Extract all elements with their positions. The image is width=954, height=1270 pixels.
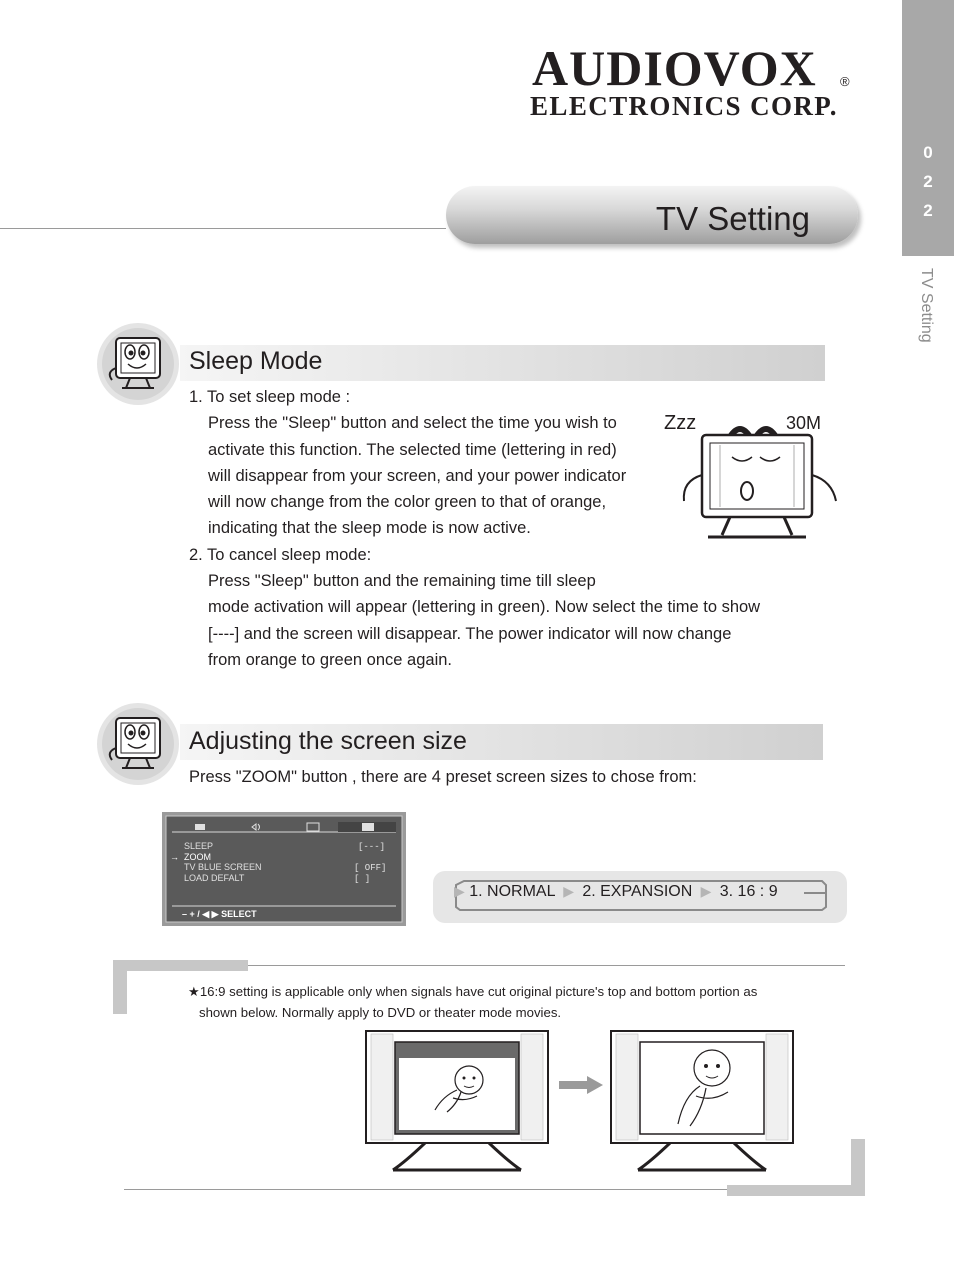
brand-logo [532,40,862,96]
sleep-timer-label: 30M [786,413,822,433]
osd-value: [ ] [354,874,371,884]
footer-divider [124,1189,728,1190]
text-line: 1. To set sleep mode : [189,388,351,406]
osd-item: LOAD DEFALT [184,873,245,883]
brand-logo-subtitle: ELECTRONICS CORP. [530,91,838,121]
arrow-right-icon: ▶ [696,883,716,899]
osd-value: [ OFF] [354,863,387,873]
arrow-right-icon: ▶ [454,883,465,899]
note-line: 16:9 setting is applicable only when signals have cut original picture's top and bottom portion as [199,984,758,999]
settings-tab-icon [362,823,374,831]
tv-mascot-icon [96,702,180,786]
arrow-right-icon: ▶ [559,883,578,899]
osd-item: SLEEP [184,841,214,851]
zoom-option: 3. 16 : 9 [719,883,778,900]
osd-item-selected: ZOOM [184,852,211,862]
logo-wordmark: AUDIOVOX [532,40,817,96]
note-corner-bracket [113,960,248,971]
page-digit: 2 [923,201,933,220]
picture-icon [195,824,205,830]
text-line: 2. To cancel sleep mode: [189,545,372,564]
zoom-options-list [454,883,828,901]
section-title-screen-size: Adjusting the screen size [189,727,467,755]
screen-size-intro: Press "ZOOM" button , there are 4 preset screen sizes to chose from: [189,768,697,786]
osd-value: [---] [358,842,386,852]
tv-mascot-icon [96,322,180,406]
osd-cursor-arrow-icon: → [170,852,179,862]
text-line: activate this function. The selected time (lettering in red) [208,440,617,459]
header-divider [0,228,446,229]
footer-corner-bracket [727,1185,865,1196]
osd-footer: – + / ◀ ▶ SELECT [182,909,257,919]
note-divider [248,965,845,966]
zoom-option: 1. NORMAL [469,883,555,900]
text-line: Press "Sleep" button and the remaining time till sleep [208,572,596,591]
tv-widescreen-after-illustration [610,1030,796,1175]
text-line: will disappear from your screen, and your power indicator [208,466,627,485]
star-icon: ★ [188,984,200,999]
osd-item: TV BLUE SCREEN [184,862,262,872]
text-line: from orange to green once again. [208,650,452,669]
page-title: TV Setting [655,200,810,237]
text-line: will now change from the color green to that of orange, [208,493,607,512]
arrow-right-icon [557,1075,605,1095]
osd-menu-screenshot [162,812,406,926]
section-title-sleep-mode: Sleep Mode [189,347,323,375]
registered-mark: ® [840,74,851,89]
page-digit: 0 [923,143,933,162]
sleep-zzz-label: Zzz [664,412,697,434]
page-number [902,138,954,225]
sleeping-tv-illustration [660,405,845,545]
note-line: shown below. Normally apply to DVD or theater mode movies. [199,1004,562,1020]
side-section-label: TV Setting [918,268,935,343]
tv-letterbox-before-illustration [365,1030,551,1175]
text-line: mode activation will appear (lettering in green). Now select the time to show [208,598,761,617]
note-text [188,982,828,1023]
zoom-option: 2. EXPANSION [582,883,693,900]
text-line: Press the "Sleep" button and select the time you wish to [208,414,617,433]
page-digit: 2 [923,172,933,191]
text-line: indicating that the sleep mode is now active. [208,519,531,538]
note-corner-bracket [113,960,127,1014]
text-line: [----] and the screen will disappear. The power indicator will now change [208,624,732,643]
